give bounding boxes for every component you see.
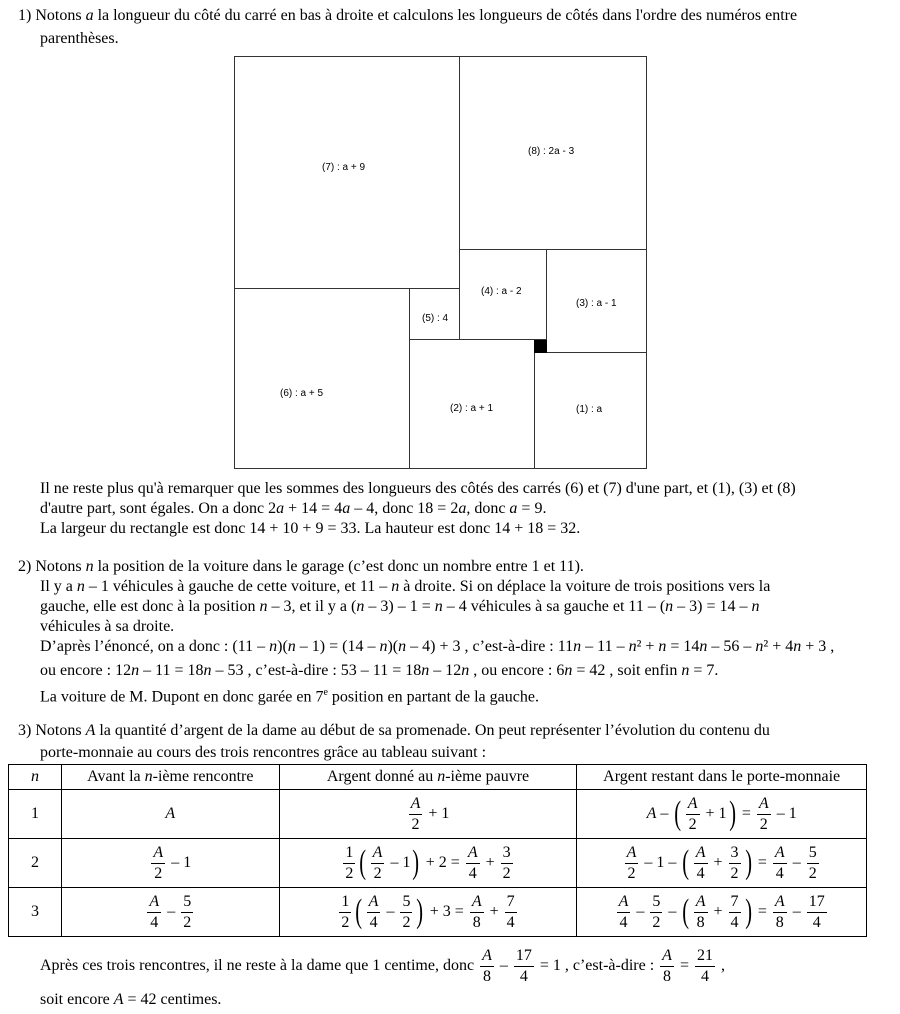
section1-conclusion-line3: La largeur du rectangle est donc 14 + 10 + 9 = 33. La hauteur est donc 14 + 18 = 32. bbox=[40, 520, 581, 537]
cell-remaining: $\frac{A}{2}$ – 1 – ( $\frac{A}{4}$ + $\frac{3}{2}$ ) = $\frac{A}{4}$ – $\frac{5}{2}$ bbox=[577, 839, 867, 888]
section2-line4: véhicules à sa droite. bbox=[40, 618, 175, 635]
section3-final-line1: Après ces trois rencontres, il ne reste à la dame que 1 centime, donc $\frac{A}{8}$ – $\frac{17}{4}$ = 1 , c’est-à-dire : $\frac{A}{8}$ = $\frac{21}{4}$ , bbox=[40, 946, 725, 985]
section1-conclusion-line1: Il ne reste plus qu'à remarquer que les sommes des longueurs des côtés des carrés (6) et (7) d'une part, et (1), (3) et (8) bbox=[40, 480, 796, 497]
label-square-7: (7) : a + 9 bbox=[322, 162, 366, 173]
black-unit-square bbox=[534, 340, 547, 353]
label-square-5: (5) : 4 bbox=[422, 313, 449, 324]
cell-remaining: $\frac{A}{4}$ – $\frac{5}{2}$ – ( $\frac{A}{8}$ + $\frac{7}{4}$ ) = $\frac{A}{8}$ – $\frac{17}{4}$ bbox=[577, 888, 867, 937]
label-square-8: (8) : 2a - 3 bbox=[528, 146, 575, 157]
section3-line2: porte-monnaie au cours des trois rencontres grâce au tableau suivant : bbox=[40, 744, 487, 761]
cell-n: 3 bbox=[9, 888, 62, 937]
cell-given: $\frac{1}{2}$ ( $\frac{A}{2}$ – 1) + 2 = $\frac{A}{4}$ + $\frac{3}{2}$ bbox=[279, 839, 577, 888]
section3-final-line2: soit encore A = 42 centimes. bbox=[40, 991, 222, 1008]
cell-before: $\frac{A}{2}$ – 1 bbox=[61, 839, 279, 888]
cell-before: $\frac{A}{4}$ – $\frac{5}{2}$ bbox=[61, 888, 279, 937]
section2-line1: 2) Notons n la position de la voiture dans le garage (c’est donc un nombre entre 1 et 11). bbox=[18, 558, 584, 575]
cell-n: 1 bbox=[9, 790, 62, 839]
section1-intro-line1: 1) Notons a la longueur du côté du carré en bas à droite et calculons les longueurs de côtés dans l'ordre des numéros entre bbox=[18, 7, 798, 24]
section2-line3: gauche, elle est donc à la position n – 3, et il y a (n – 3) – 1 = n – 4 véhicules à sa gauche et 11 – (n – 3) = 14 – n bbox=[40, 598, 760, 615]
money-table bbox=[8, 764, 867, 937]
cell-n: 2 bbox=[9, 839, 62, 888]
label-square-2: (2) : a + 1 bbox=[450, 403, 494, 414]
table-header-row bbox=[9, 765, 867, 790]
cell-remaining: A – ( $\frac{A}{2}$ + 1) = $\frac{A}{2}$ – 1 bbox=[577, 790, 867, 839]
section2-line6: ou encore : 12n – 11 = 18n – 53 , c’est-à-dire : 53 – 11 = 18n – 12n , ou encore : 6n = 42 , soit enfin n = 7. bbox=[40, 662, 719, 679]
section2-line5: D’après l’énoncé, on a donc : (11 – n)(n – 1) = (14 – n)(n – 4) + 3 , c’est-à-dire : 11n – 11 – n² + n = 14n – 56 – n² + 4n + 3 , bbox=[40, 638, 835, 655]
header-remaining: Argent restant dans le porte-monnaie bbox=[577, 765, 867, 790]
section2-line7: La voiture de M. Dupont en donc garée en 7e position en partant de la gauche. bbox=[40, 687, 539, 706]
cell-before: A bbox=[61, 790, 279, 839]
square-6 bbox=[234, 288, 410, 469]
section1-intro-line2: parenthèses. bbox=[40, 30, 119, 47]
table-row bbox=[9, 839, 867, 888]
section1-conclusion-line2: d'autre part, sont égales. On a donc 2a + 14 = 4a – 4, donc 18 = 2a, donc a = 9. bbox=[40, 500, 547, 517]
header-given: Argent donné au n-ième pauvre bbox=[279, 765, 577, 790]
label-square-1: (1) : a bbox=[576, 404, 603, 415]
table-row bbox=[9, 888, 867, 937]
label-square-6: (6) : a + 5 bbox=[280, 388, 324, 399]
label-square-3: (3) : a - 1 bbox=[576, 298, 617, 309]
table-row bbox=[9, 790, 867, 839]
label-square-4: (4) : a - 2 bbox=[481, 286, 522, 297]
section3-line1: 3) Notons A la quantité d’argent de la dame au début de sa promenade. On peut représenter l’évolution du contenu du bbox=[18, 722, 770, 739]
header-n: n bbox=[9, 765, 62, 790]
cell-given: $\frac{A}{2}$ + 1 bbox=[279, 790, 577, 839]
cell-given: $\frac{1}{2}$ ( $\frac{A}{4}$ – $\frac{5}{2}$ ) + 3 = $\frac{A}{8}$ + $\frac{7}{4}$ bbox=[279, 888, 577, 937]
header-before: Avant la n-ième rencontre bbox=[61, 765, 279, 790]
section2-line2: Il y a n – 1 véhicules à gauche de cette voiture, et 11 – n à droite. Si on déplace la voiture de trois positions vers la bbox=[40, 578, 771, 595]
